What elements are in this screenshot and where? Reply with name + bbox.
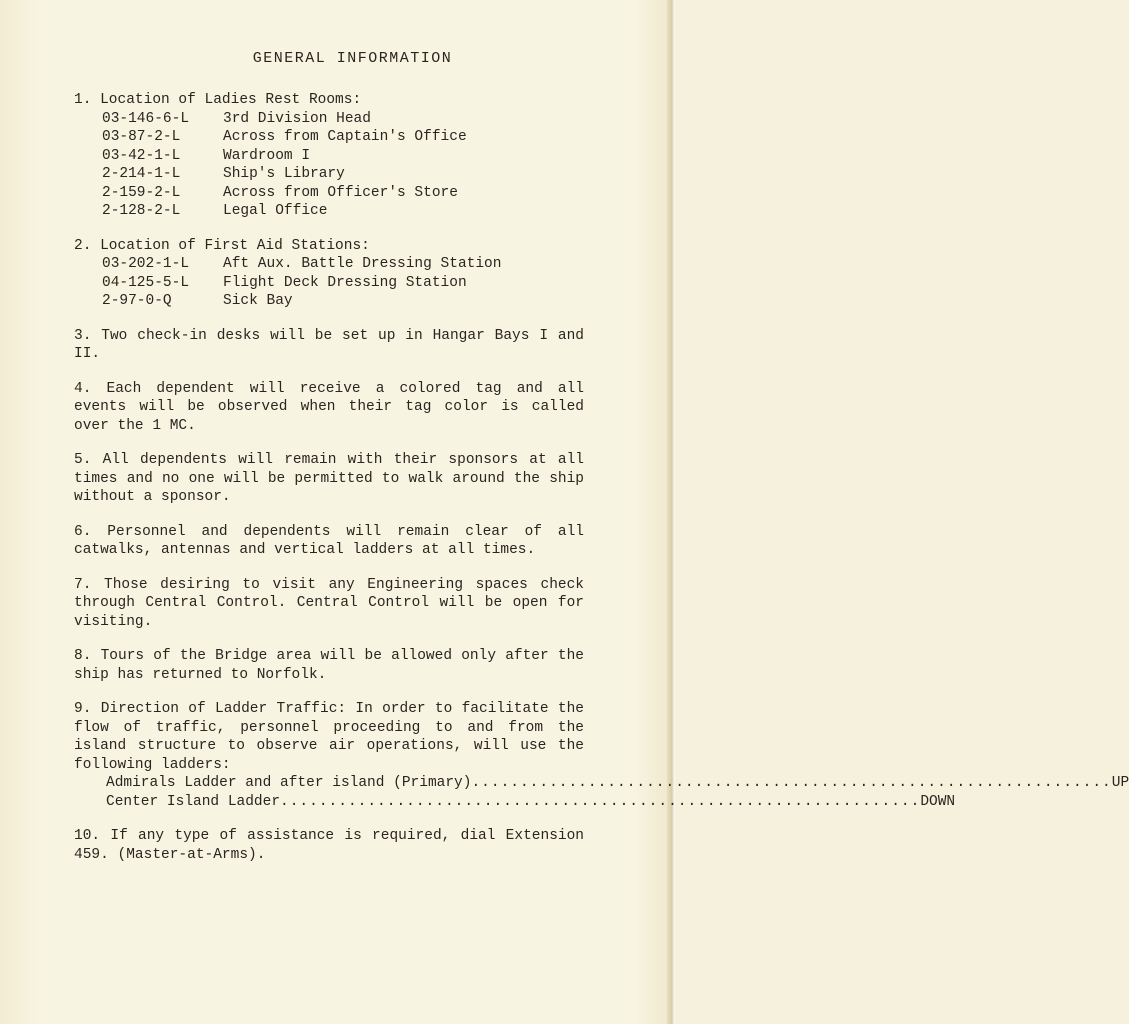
restroom-entry [102, 147, 584, 166]
item-text: 10. If any type of assistance is required, dial Extension 459. (Master-at-Arms). [74, 828, 584, 863]
location-code: 03-42-1-L [102, 147, 181, 164]
restroom-entry [102, 128, 584, 147]
ladder-entry [106, 774, 1129, 793]
restroom-entry [102, 184, 584, 203]
location-code: 2-128-2-L [102, 203, 181, 219]
ladder-direction: UP [1111, 775, 1129, 791]
first-aid-entry [102, 255, 584, 274]
info-item-5 [74, 451, 584, 507]
info-item-7 [74, 576, 584, 632]
ladder-name: Center Island Ladder [106, 793, 281, 810]
item-heading: 2. Location of First Aid Stations: [74, 237, 370, 254]
first-aid-entry [102, 292, 584, 311]
location-desc: Across from Captain's Office [223, 129, 467, 145]
location-code: 2-214-1-L [102, 166, 181, 182]
location-code: 03-146-6-L [102, 110, 190, 127]
page-title: GENERAL INFORMATION [252, 50, 453, 67]
location-code: 03-202-1-L [102, 256, 190, 272]
item-text: 4. Each dependent will receive a colored tag and all events will be observed when their tag color is called over the 1 MC. [74, 380, 584, 434]
ladder-entry [106, 793, 956, 812]
item-heading: 1. Location of Ladies Rest Rooms: [74, 92, 362, 108]
item-text: 8. Tours of the Bridge area will be allowed only after the ship has returned to Norfolk. [74, 648, 584, 683]
ladder-name: Admirals Ladder and after island (Primary) [106, 775, 472, 791]
info-item-9 [74, 700, 1129, 811]
location-desc: Sick Bay [223, 293, 293, 309]
location-desc: Aft Aux. Battle Dressing Station [223, 256, 502, 272]
restroom-entry [102, 202, 584, 221]
info-item-1 [74, 91, 584, 221]
info-item-3 [74, 327, 584, 364]
info-item-2 [74, 237, 584, 311]
info-list [74, 91, 1129, 880]
ladder-direction: DOWN [920, 793, 956, 810]
location-desc: 3rd Division Head [223, 110, 371, 127]
location-desc: Ship's Library [223, 166, 345, 182]
item-text: 7. Those desiring to visit any Engineering spaces check through Central Control. Central Control will be open for visiting. [74, 576, 584, 630]
restroom-entry [102, 165, 584, 184]
first-aid-entry [102, 274, 584, 293]
info-item-4 [74, 380, 584, 436]
info-item-6 [74, 523, 584, 560]
item-text: 5. All dependents will remain with their sponsors at all times and no one will be permitted to walk around the ship without a sponsor. [74, 452, 584, 505]
item-text: 6. Personnel and dependents will remain clear of all catwalks, antennas and vertical ladders at all times. [74, 523, 584, 558]
info-item-10 [74, 827, 584, 864]
location-desc: Legal Office [223, 203, 328, 219]
location-code: 04-125-5-L [102, 274, 190, 291]
location-code: 2-159-2-L [102, 184, 181, 201]
leader-dots: .................................................................. [280, 793, 921, 810]
location-desc: Flight Deck Dressing Station [223, 274, 467, 291]
leader-dots: .................................................................. [471, 775, 1112, 791]
item-text: 3. Two check-in desks will be set up in Hangar Bays I and II. [74, 327, 584, 362]
location-desc: Wardroom I [223, 147, 311, 164]
location-code: 03-87-2-L [102, 129, 181, 145]
location-code: 2-97-0-Q [102, 293, 172, 309]
location-desc: Across from Officer's Store [223, 184, 458, 201]
info-item-8 [74, 647, 584, 684]
page-edge [667, 0, 675, 1024]
item-text: 9. Direction of Ladder Traffic: In order to facilitate the flow of traffic, personnel proceeding to and from the island structure to observe air operations, will use the following ladders: [74, 701, 584, 773]
restroom-entry [102, 110, 584, 129]
